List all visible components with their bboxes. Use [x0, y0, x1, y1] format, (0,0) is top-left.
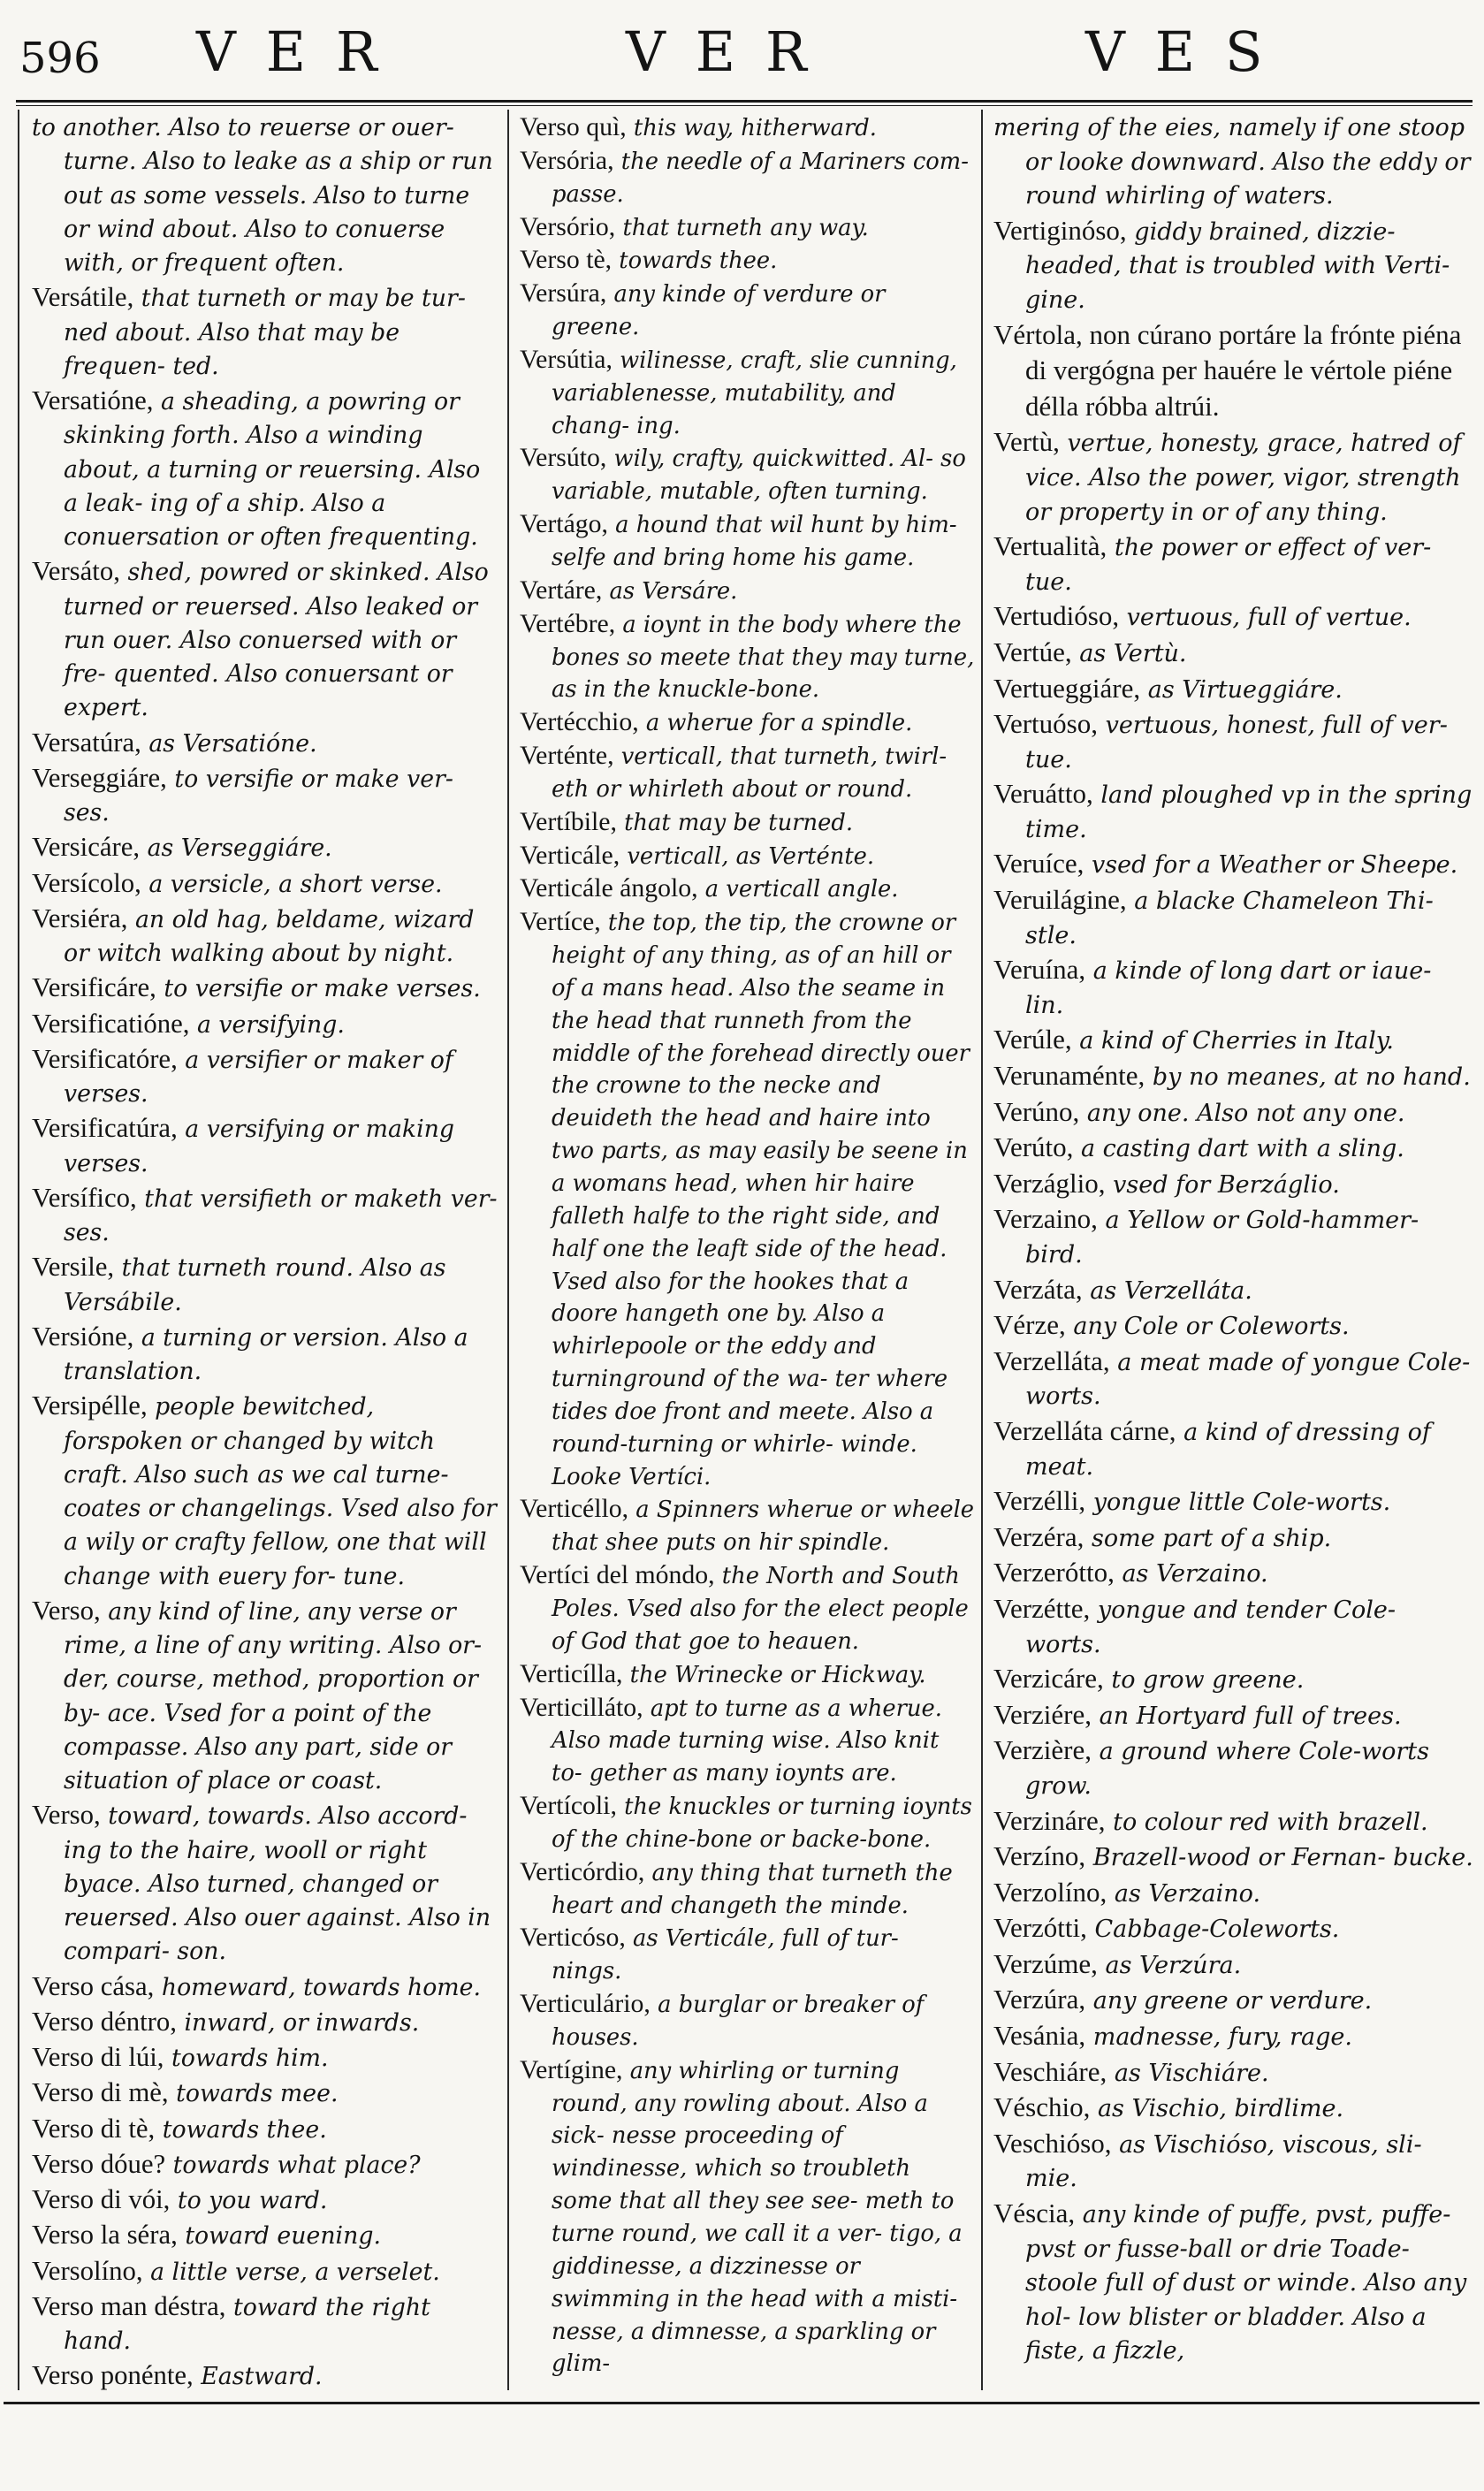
dictionary-entry: [32, 2254, 500, 2289]
dictionary-entry: [32, 1181, 500, 1251]
entry-headword: Verticílla,: [520, 1658, 623, 1688]
entry-headword: Versúto,: [520, 443, 607, 473]
dictionary-entry: [32, 2076, 500, 2111]
entry-headword: Véschio,: [993, 2091, 1091, 2123]
entry-definition: Brazell-wood or Fernan- bucke.: [1092, 1844, 1473, 1872]
entry-definition: an Hortyard full of trees.: [1099, 1702, 1402, 1730]
entry-headword: Verzáta,: [993, 1273, 1083, 1305]
entry-headword: Verzerótto,: [993, 1557, 1115, 1588]
entry-headword: Verzináre,: [993, 1804, 1106, 1836]
entry-definition: any greene or verdure.: [1092, 1987, 1373, 2015]
entry-headword: Véscia,: [993, 2198, 1076, 2229]
entry-definition: yongue little Cole-worts.: [1092, 1489, 1391, 1517]
entry-definition: any kinde of puffe, pvst, puffe- pvst or fusse-ball or drie Toade-stoole full of dust or winde. Also any hol- low blister or bladder. Also a fiste, a fizzle,: [1025, 2201, 1467, 2365]
entry-headword: Vérze,: [993, 1309, 1066, 1341]
dictionary-entry: [520, 806, 976, 840]
dictionary-entry: [520, 2054, 976, 2381]
dictionary-entry: [520, 1790, 976, 1856]
entry-definition: any kinde of verdure or greene.: [552, 281, 886, 341]
entry-definition: as Vertù.: [1079, 639, 1187, 667]
entry-headword: Versipélle,: [32, 1390, 148, 1421]
entry-definition: a versicle, a short verse.: [148, 870, 443, 898]
entry-headword: Veruilágine,: [993, 884, 1127, 916]
entry-definition: that versifieth or maketh ver- ses.: [64, 1185, 498, 1246]
entry-definition: a kinde of long dart or iaue- lin.: [1025, 957, 1432, 1019]
entry-headword: Versificatúra,: [32, 1113, 178, 1144]
entry-headword: Veschióso,: [993, 2127, 1112, 2159]
dictionary-entry: [520, 145, 976, 211]
dictionary-entry: [520, 906, 976, 1493]
entry-definition: as Verzaino.: [1114, 1879, 1261, 1908]
dictionary-entry: [32, 1320, 500, 1390]
entry-definition: towards thee.: [619, 248, 778, 275]
dictionary-entry: [32, 1250, 500, 1320]
entry-headword: Versificatióne,: [32, 1008, 190, 1039]
dictionary-entry: [993, 1840, 1476, 1876]
entry-definition: as Verzúra.: [1105, 1951, 1242, 1979]
entry-headword: Verso quì,: [520, 112, 627, 141]
dictionary-entry: [993, 1023, 1476, 1059]
dictionary-entry: [32, 1111, 500, 1181]
dictionary-entry: [993, 1592, 1476, 1662]
entry-definition: to versifie or make verses.: [164, 975, 481, 1003]
entry-definition: a versifier or maker of verses.: [64, 1046, 453, 1108]
entry-headword: Verzúra,: [993, 1984, 1086, 2015]
entry-headword: Verso,: [32, 1800, 101, 1831]
dictionary-entry: [32, 971, 500, 1006]
dictionary-entry: [32, 384, 500, 554]
entry-headword: Vertíbile,: [520, 806, 617, 836]
dictionary-entry: [32, 2112, 500, 2147]
dictionary-entry: [32, 1798, 500, 1969]
entry-definition: any thing that turneth the heart and changeth the minde.: [552, 1859, 953, 1919]
entry-headword: Versícolo,: [32, 867, 141, 898]
dictionary-entry: [520, 1493, 976, 1559]
entry-headword: Vertualità,: [993, 530, 1107, 562]
entry-definition: as Verzelláta.: [1090, 1276, 1252, 1305]
entry-definition: vertuous, full of vertue.: [1126, 604, 1412, 632]
entry-headword: Verso di tè,: [32, 2113, 156, 2144]
dictionary-entry: [32, 1389, 500, 1594]
entry-definition: mering of the eies, namely if one stoop or looke downward. Also the eddy or round whirling of waters.: [993, 114, 1471, 210]
entry-headword: Versúra,: [520, 278, 607, 309]
entry-definition: to grow greene.: [1111, 1666, 1305, 1695]
entry-headword: Verticéllo,: [520, 1494, 629, 1524]
entry-headword: Verzicáre,: [993, 1663, 1104, 1695]
entry-headword: Verzélli,: [993, 1485, 1086, 1517]
dictionary-entry: [32, 2218, 500, 2253]
entry-headword: Verticóso,: [520, 1923, 626, 1953]
entry-definition: a burglar or breaker of houses.: [552, 1992, 925, 2051]
dictionary-entry: [520, 111, 976, 145]
dictionary-entry: [993, 1308, 1476, 1345]
entry-definition: towards mee.: [176, 2080, 339, 2108]
entry-headword: Vertágo,: [520, 509, 608, 539]
dictionary-entry: [520, 244, 976, 278]
dictionary-entry: [993, 2019, 1476, 2055]
entry-definition: toward euening.: [185, 2222, 381, 2251]
entry-definition: any Cole or Coleworts.: [1073, 1313, 1350, 1341]
entry-definition: a Spinners wherue or wheele that shee puts on hir spindle.: [552, 1497, 975, 1557]
dictionary-entry: [32, 111, 500, 280]
dictionary-entry: [993, 1059, 1476, 1095]
entry-definition: verticall, that turneth, twirl- eth or whirleth about or round.: [552, 743, 947, 803]
entry-definition: a versifying or making verses.: [64, 1116, 455, 1177]
dictionary-entry: [32, 2182, 500, 2218]
entry-headword: Verso man déstra,: [32, 2290, 226, 2321]
entry-headword: Verzolíno,: [993, 1876, 1107, 1908]
entry-definition: that turneth round. Also as Versábile.: [64, 1254, 446, 1316]
entry-definition: any one. Also not any one.: [1086, 1099, 1405, 1127]
entry-headword: Vertuóso,: [993, 708, 1098, 740]
dictionary-entry: [520, 1559, 976, 1658]
running-head-left: VER: [196, 19, 407, 84]
entry-definition: as Vischio, birdlime.: [1097, 2095, 1344, 2123]
entry-headword: Verzière,: [993, 1734, 1092, 1766]
entry-headword: Versile,: [32, 1252, 115, 1283]
entry-definition: a Yellow or Gold-hammer- bird.: [1025, 1207, 1419, 1268]
entry-headword: Verso,: [32, 1595, 101, 1626]
entry-definition: as Verzaino.: [1122, 1560, 1268, 1588]
dictionary-entry: [993, 707, 1476, 777]
dictionary-entry: [993, 2197, 1476, 2369]
dictionary-entry: [520, 706, 976, 740]
entry-headword: Veruátto,: [993, 778, 1093, 810]
entry-headword: Verúno,: [993, 1095, 1080, 1127]
footer-rule: [4, 2402, 1480, 2404]
entry-headword: Versificáre,: [32, 972, 156, 1003]
dictionary-entry: [520, 575, 976, 608]
dictionary-entry: [993, 529, 1476, 599]
entry-definition: apt to turne as a wherue. Also made turning wise. Also knit to- gether as many ioynts are.: [552, 1695, 942, 1787]
entry-definition: a ioynt in the body where the bones so meete that they may turne, as in the knuckle-bone.: [552, 611, 975, 704]
entry-headword: Versatúra,: [32, 727, 141, 758]
entry-headword: Vertueggiáre,: [993, 672, 1141, 704]
column-3: [993, 111, 1476, 2399]
entry-headword: Vertiginóso,: [993, 214, 1127, 246]
entry-definition: to you ward.: [177, 2187, 328, 2214]
entry-headword: Veruíce,: [993, 848, 1084, 880]
dictionary-entry: [993, 1131, 1476, 1167]
entry-headword: Verzúme,: [993, 1947, 1098, 1979]
dictionary-entry: [520, 1922, 976, 1988]
entry-headword: Veruína,: [993, 954, 1086, 986]
entry-headword: Verso ponénte,: [32, 2360, 194, 2391]
entry-headword: Versútia,: [520, 344, 613, 374]
dictionary-entry: [32, 2358, 500, 2394]
entry-definition: this way, hitherward.: [633, 115, 877, 141]
dictionary-entry: [993, 2055, 1476, 2091]
entry-definition: to colour red with brazell.: [1113, 1808, 1428, 1836]
entry-definition: a sheading, a powring or skinking forth. Also a winding about, a turning or reuersing. Also a leak- ing of a ship. Also a conuersation or often frequenting.: [64, 388, 481, 551]
entry-definition: the North and South Poles. Vsed also for the elect people of God that goe to heauen.: [552, 1563, 969, 1655]
entry-definition: wilinesse, craft, slie cunning, variablenesse, mutability, and chang- ing.: [552, 347, 957, 439]
entry-definition: Cabbage-Coleworts.: [1094, 1916, 1340, 1944]
entry-headword: Vertígine,: [520, 2054, 623, 2084]
entry-definition: Vértola, non cúrano portáre la frónte piéna di vergógna per hauére le vértole piéne délla róbba altrúi.: [993, 318, 1462, 422]
dictionary-entry: [993, 1345, 1476, 1414]
dictionary-entry: [993, 1733, 1476, 1803]
entry-definition: a hound that wil hunt by him- selfe and bring home his game.: [552, 512, 957, 571]
dictionary-entry: [993, 599, 1476, 636]
entry-headword: Versiéra,: [32, 903, 128, 933]
entry-definition: as Verseggiáre.: [147, 834, 332, 863]
dictionary-entry: [993, 1273, 1476, 1309]
dictionary-entry: [520, 840, 976, 873]
dictionary-entry: [520, 872, 976, 906]
entry-definition: a little verse, a verselet.: [150, 2258, 440, 2286]
dictionary-entry: [993, 318, 1476, 426]
entry-headword: Verso di mè,: [32, 2077, 169, 2108]
entry-definition: vsed for Berzáglio.: [1113, 1170, 1340, 1199]
entry-definition: toward, towards. Also accord- ing to the haire, wooll or right byace. Also turned, changed or reuersed. Also ouer against. Also in compari- son.: [64, 1802, 491, 1966]
entry-definition: inward, or inwards.: [184, 2008, 420, 2037]
dictionary-entry: [32, 1042, 500, 1112]
dictionary-entry: [993, 883, 1476, 953]
dictionary-entry: [993, 953, 1476, 1023]
entry-definition: as Versáre.: [609, 577, 738, 605]
entry-definition: that turneth any way.: [622, 214, 869, 241]
entry-headword: Versáto,: [32, 556, 120, 587]
dictionary-entry: [32, 866, 500, 902]
dictionary-entry: [32, 2289, 500, 2359]
entry-definition: vsed for a Weather or Sheepe.: [1092, 851, 1458, 880]
entry-headword: Versório,: [520, 211, 616, 241]
column-1: [32, 111, 500, 2399]
entry-definition: vertuous, honest, full of ver- tue.: [1025, 712, 1448, 773]
dictionary-entry: [32, 2040, 500, 2076]
entry-definition: shed, powred or skinked. Also turned or reuersed. Also leaked or run ouer. Also conuersed with or fre- quented. Also conuersant or expert.: [64, 559, 489, 722]
entry-definition: the Wrinecke or Hickway.: [629, 1661, 926, 1688]
column-divider-1: [507, 110, 509, 2390]
entry-headword: Vertúe,: [993, 636, 1072, 667]
entry-headword: Verzáglio,: [993, 1167, 1106, 1199]
dictionary-entry: [520, 608, 976, 707]
dictionary-entry: [32, 2147, 500, 2182]
entry-definition: as Vischiáre.: [1114, 2059, 1269, 2087]
header-rule: [16, 100, 1473, 103]
dictionary-entry: [32, 280, 500, 384]
entry-definition: the top, the tip, the crowne or height of any thing, as of an hill or of a mans head. Also the seame in the head that runneth from the middle of the forehead directly ouer the crowne to the necke and deuideth the head and haire into two parts, as may easily be seene in a womans head, when hir haire falleth halfe to the right side, and half one the leaft side of the head. Vsed also for the hookes that a doore hangeth one by. Also a whirlepoole or the eddy and turninground of the wa- ter where tides doe front and meete. Also a round-turning or whirle- winde. Looke Vertíci.: [552, 910, 970, 1490]
entry-headword: Verzaino,: [993, 1203, 1098, 1235]
entry-definition: any kind of line, any verse or rime, a line of any writing. Also or- der, course, method, proportion or by- ace. Vsed for a point of the compasse. Also any part, side or situation of place or coast.: [64, 1597, 483, 1794]
entry-headword: Versificatóre,: [32, 1043, 178, 1074]
dictionary-entry: [520, 211, 976, 245]
entry-headword: Verunaménte,: [993, 1060, 1145, 1092]
entry-headword: Vertáre,: [520, 575, 603, 605]
dictionary-entry: [32, 1007, 500, 1042]
dictionary-entry: [993, 777, 1476, 847]
left-margin-rule: [18, 110, 19, 2390]
entry-definition: people bewitched, forspoken or changed by witch craft. Also such as we cal turne-coates or changelings. Vsed also for a wily or crafty fellow, one that will change with euery for- tune.: [64, 1393, 497, 1590]
entry-headword: Versolíno,: [32, 2255, 143, 2286]
entry-headword: Versicáre,: [32, 832, 141, 863]
entry-definition: to versifie or make ver- ses.: [64, 765, 453, 827]
dictionary-entry: [520, 344, 976, 443]
entry-definition: that turneth or may be tur- ned about. Also that may be frequen- ted.: [64, 285, 466, 380]
dictionary-entry: [993, 1202, 1476, 1272]
entry-definition: wily, crafty, quickwitted. Al- so variable, mutable, often turning.: [552, 446, 966, 506]
entry-headword: Vertécchio,: [520, 707, 639, 737]
entry-definition: the knuckles or turning ioynts of the chine-bone or backe-bone.: [552, 1794, 972, 1853]
entry-headword: Verticále,: [520, 840, 620, 870]
column-2: [520, 111, 976, 2399]
entry-definition: that may be turned.: [624, 809, 854, 836]
entry-definition: a versifying.: [196, 1010, 345, 1039]
entry-headword: Vertébre,: [520, 608, 616, 638]
entry-headword: Verúle,: [993, 1024, 1072, 1055]
entry-headword: Verso cása,: [32, 1970, 155, 2001]
entry-definition: the power or effect of ver- tue.: [1025, 534, 1432, 596]
entry-definition: a turning or version. Also a translation.: [64, 1323, 468, 1385]
dictionary-entry: [993, 672, 1476, 708]
dictionary-entry: [520, 442, 976, 508]
dictionary-entry: [993, 1876, 1476, 1912]
dictionary-entry: [993, 1804, 1476, 1840]
entry-definition: giddy brained, dizzie- headed, that is troubled with Verti- gine.: [1025, 217, 1450, 314]
entry-definition: a kind of Cherries in Italy.: [1079, 1027, 1395, 1055]
entry-definition: an old hag, beldame, wizard or witch walking about by night.: [64, 905, 475, 967]
entry-definition: yongue and tender Cole- worts.: [1025, 1596, 1396, 1658]
entry-headword: Verso di vói,: [32, 2184, 171, 2214]
dictionary-entry: [993, 1911, 1476, 1947]
dictionary-entry: [32, 2005, 500, 2040]
entry-definition: towards what place?: [172, 2151, 421, 2179]
entry-definition: towards him.: [171, 2045, 329, 2072]
dictionary-entry: [993, 1414, 1476, 1484]
entry-headword: Vesánia,: [993, 2020, 1086, 2052]
entry-headword: Verticórdio,: [520, 1856, 645, 1886]
entry-definition: homeward, towards home.: [161, 1973, 482, 2001]
entry-definition: a ground where Cole-worts grow.: [1025, 1738, 1429, 1800]
dictionary-entry: [32, 726, 500, 761]
entry-headword: Versatióne,: [32, 385, 154, 415]
entry-headword: Veschiáre,: [993, 2055, 1107, 2087]
entry-headword: Versióne,: [32, 1321, 134, 1352]
dictionary-entry: [993, 425, 1476, 529]
entry-definition: the needle of a Mariners com- passe.: [552, 148, 969, 208]
dictionary-entry: [520, 1856, 976, 1923]
entry-headword: Verseggiáre,: [32, 762, 167, 793]
dictionary-entry: [520, 508, 976, 575]
dictionary-entry: [32, 761, 500, 831]
entry-headword: Versátile,: [32, 282, 134, 313]
entry-definition: Eastward.: [201, 2363, 323, 2391]
entry-headword: Verticilláto,: [520, 1692, 643, 1722]
entry-headword: Verticulário,: [520, 1989, 651, 2019]
dictionary-entry: [32, 554, 500, 725]
running-head-center: VER: [626, 19, 837, 84]
entry-headword: Verticále ángolo,: [520, 873, 698, 903]
page-number: 596: [19, 34, 101, 83]
dictionary-entry: [32, 1969, 500, 2005]
entry-headword: Verzétte,: [993, 1592, 1091, 1624]
entry-definition: verticall, as Verténte.: [627, 842, 875, 870]
entry-headword: Vertíce,: [520, 907, 601, 937]
entry-definition: any whirling or turning round, any rowling about. Also a sick- nesse proceeding of windinesse, which so troubleth some that all they see see- meth to turne round, we call it a ver- tigo, a giddinesse, a dizzinesse or swimming in the head with a misti- nesse, a dimnesse, a sparkling or glim-: [552, 2057, 963, 2378]
running-head-right: VES: [1085, 19, 1293, 84]
entry-headword: Verúto,: [993, 1131, 1074, 1163]
entry-definition: a meat made of yongue Cole- worts.: [1025, 1348, 1471, 1411]
dictionary-entry: [993, 2127, 1476, 2197]
dictionary-entry: [993, 1167, 1476, 1203]
dictionary-entry: [993, 847, 1476, 883]
entry-definition: as Versatióne.: [148, 729, 317, 758]
entry-headword: Vertù,: [993, 426, 1060, 458]
entry-definition: a verticall angle.: [704, 876, 899, 903]
entry-definition: towards thee.: [162, 2115, 327, 2144]
entry-definition: toward the right hand.: [64, 2293, 430, 2355]
dictionary-entry: [993, 1520, 1476, 1557]
entry-headword: Verténte,: [520, 741, 614, 771]
entry-headword: Verzelláta cárne,: [993, 1414, 1176, 1446]
entry-headword: Verzótti,: [993, 1912, 1087, 1944]
entry-definition: madnesse, fury, rage.: [1092, 2023, 1352, 2052]
entry-definition: a wherue for a spindle.: [645, 710, 913, 737]
dictionary-entry: [993, 1484, 1476, 1520]
entry-headword: Verzelláta,: [993, 1345, 1110, 1376]
entry-definition: as Virtueggiáre.: [1147, 675, 1343, 704]
dictionary-entry: [32, 902, 500, 971]
dictionary-entry: [993, 1698, 1476, 1734]
page-header: [0, 0, 1484, 97]
entry-headword: Verzíno,: [993, 1840, 1086, 1872]
dictionary-entry: [993, 1556, 1476, 1592]
entry-definition: vertue, honesty, grace, hatred of vice. Also the power, vigor, strength or property in or of any thing.: [1025, 430, 1462, 526]
entry-headword: Vertícoli,: [520, 1791, 617, 1821]
dictionary-entry: [993, 214, 1476, 318]
entry-definition: as Verticále, full of tur- nings.: [552, 1925, 899, 1985]
entry-definition: a blacke Chameleon Thi- stle.: [1025, 887, 1434, 949]
entry-definition: a casting dart with a sling.: [1081, 1135, 1404, 1163]
entry-headword: Verso déntro,: [32, 2006, 177, 2037]
entry-headword: Versória,: [520, 145, 614, 175]
entry-headword: Vertíci del móndo,: [520, 1560, 715, 1590]
entry-definition: as Vischióso, viscous, sli- mie.: [1025, 2130, 1422, 2193]
dictionary-entry: [993, 111, 1476, 214]
entry-definition: by no meanes, at no hand.: [1152, 1063, 1471, 1092]
entry-headword: Verzéra,: [993, 1520, 1084, 1552]
entry-headword: Verso di lúi,: [32, 2042, 164, 2072]
entry-headword: Verso la séra,: [32, 2220, 178, 2251]
dictionary-entry: [520, 1692, 976, 1791]
entry-definition: some part of a ship.: [1091, 1524, 1332, 1552]
dictionary-entry: [520, 1988, 976, 2054]
dictionary-entry: [520, 740, 976, 806]
entry-headword: Versífico,: [32, 1182, 137, 1213]
entry-definition: to another. Also to reuerse or ouer- turne. Also to leake as a ship or run out as some vessels. Also to turne or wind about. Also to conuerse with, or frequent often.: [32, 114, 493, 277]
column-divider-2: [981, 110, 983, 2390]
entry-definition: a kind of dressing of meat.: [1025, 1418, 1431, 1481]
dictionary-entry: [993, 1983, 1476, 2019]
dictionary-entry: [520, 278, 976, 344]
entry-headword: Verziére,: [993, 1698, 1092, 1730]
dictionary-entry: [993, 2091, 1476, 2127]
entry-headword: Verso dóue?: [32, 2148, 166, 2179]
entry-headword: Vertudióso,: [993, 600, 1120, 632]
dictionary-entry: [32, 830, 500, 865]
dictionary-entry: [32, 1594, 500, 1799]
dictionary-entry: [520, 1658, 976, 1692]
dictionary-entry: [993, 1095, 1476, 1131]
entry-headword: Verso tè,: [520, 245, 613, 275]
header-rule-thin: [16, 105, 1473, 106]
dictionary-entry: [993, 1947, 1476, 1984]
entry-definition: land ploughed vp in the spring time.: [1025, 781, 1473, 843]
dictionary-entry: [993, 1662, 1476, 1698]
dictionary-entry: [993, 636, 1476, 672]
